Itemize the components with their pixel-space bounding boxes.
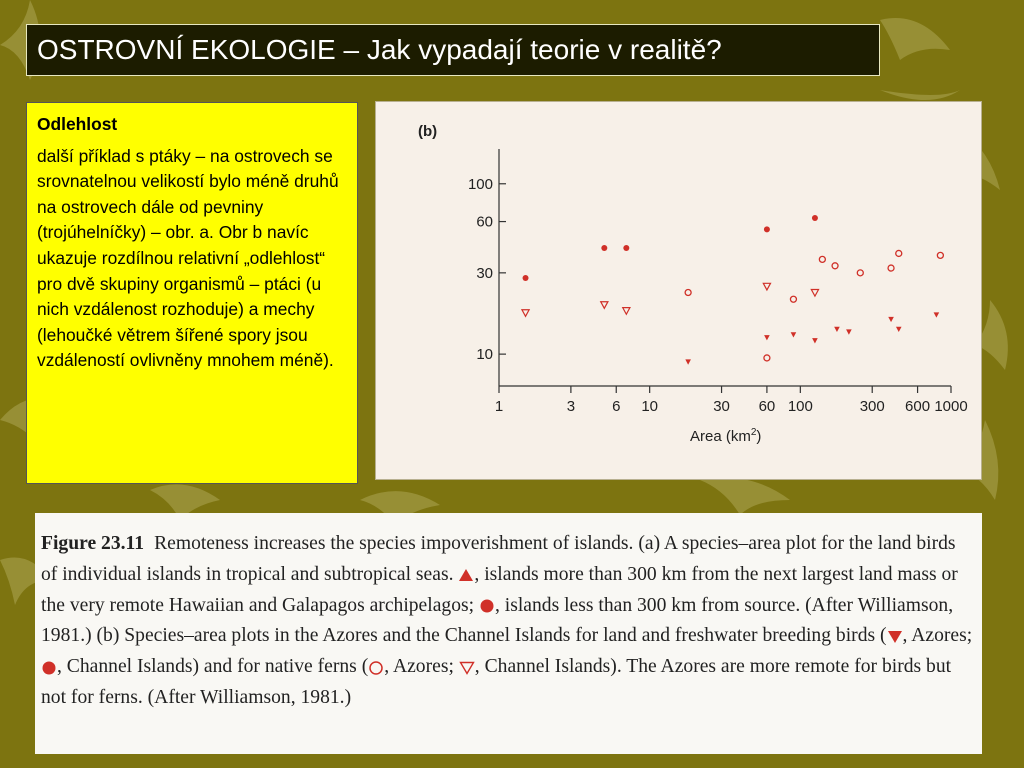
data-point-filled-circle xyxy=(623,245,629,251)
x-axis-label xyxy=(690,427,761,445)
x-axis-label-superscript: 2 xyxy=(750,427,757,438)
filled-triangle-legend-icon xyxy=(458,568,474,582)
filled-circle-legend-icon xyxy=(479,598,495,614)
data-point-open-circle xyxy=(790,296,796,302)
x-tick-label: 60 xyxy=(758,398,776,415)
data-point-open-triangle xyxy=(811,290,818,297)
data-point-filled-triangle xyxy=(685,359,691,364)
y-tick-label: 100 xyxy=(467,175,493,193)
x-tick-label: 6 xyxy=(612,398,621,415)
data-point-filled-triangle xyxy=(764,335,770,340)
x-tick-label: 1000 xyxy=(934,398,968,415)
data-point-filled-circle xyxy=(601,245,607,251)
data-point-open-circle xyxy=(819,256,825,262)
data-point-filled-triangle xyxy=(896,327,902,332)
data-point-filled-triangle xyxy=(846,329,852,334)
data-point-filled-circle xyxy=(812,215,818,221)
data-point-open-triangle xyxy=(623,308,630,315)
data-point-open-circle xyxy=(896,250,902,256)
caption-part-circle: , islands less than 300 km from source. (After Williamson, 1981.) (b) Species–area plots in the Azores and the Channel Islands for land and freshwater breeding birds ( xyxy=(41,594,954,647)
data-point-open-triangle xyxy=(763,283,770,290)
data-point-open-triangle xyxy=(522,310,529,317)
data-point-filled-circle xyxy=(523,275,529,281)
figure-caption xyxy=(35,513,982,754)
data-point-open-triangle xyxy=(601,302,608,309)
x-tick-label: 100 xyxy=(787,398,813,415)
filled-inverted-triangle-legend-icon xyxy=(887,630,903,644)
data-point-open-circle xyxy=(832,263,838,269)
caption-part-triangle: , islands more than 300 km from the next largest land mass or the very remote Hawaiian and Galapagos archipelagos; xyxy=(41,563,958,616)
caption-part-azores-1: , Azores; xyxy=(902,625,973,647)
data-point-filled-triangle xyxy=(791,332,797,337)
caption-part-end: , Channel Islands). The Azores are more remote for birds but not for ferns. (After Williamson, 1981.) xyxy=(41,656,952,708)
caption-sentence-1: Remoteness increases the species impoverishment of islands. (a) A species–area plot for the land birds of individual islands in tropical and subtropical seas. xyxy=(41,533,956,585)
x-tick-label: 1 xyxy=(494,398,504,415)
text-panel-body: další příklad s ptáky – na ostrovech se srovnatelnou velikostí bylo méně druhů na ostrovech dále od pevniny (trojúhelníčky) – obr. a. Obr b navíc ukazuje rozdílnou relativní „odlehlost“ pro dvě skupiny organismů – ptáci (u nich vzdálenost rozhoduje) a mechy (lehoučké větrem šířené spory jsou vzdáleností ovlivněny mnohem méně). xyxy=(37,145,339,371)
data-point-open-circle xyxy=(764,355,770,361)
data-point-filled-triangle xyxy=(888,317,894,322)
text-panel xyxy=(26,102,358,484)
y-tick-label: 30 xyxy=(476,264,493,282)
data-point-open-circle xyxy=(857,270,863,276)
open-circle-legend-icon xyxy=(368,660,384,676)
data-point-open-circle xyxy=(937,252,943,258)
x-tick-label: 600 xyxy=(905,398,931,415)
open-inverted-triangle-legend-icon xyxy=(459,661,475,675)
text-panel-heading: Odlehlost xyxy=(37,114,118,134)
y-tick-label: 60 xyxy=(476,213,493,231)
y-tick-label: 10 xyxy=(476,346,493,364)
caption-part-channel-1: , Channel Islands) and for native ferns ( xyxy=(57,656,369,678)
chart-panel xyxy=(375,101,982,480)
species-area-scatter-chart xyxy=(376,102,983,481)
data-point-open-circle xyxy=(685,290,691,296)
data-point-filled-triangle xyxy=(934,312,940,317)
x-tick-label: 3 xyxy=(566,398,576,415)
filled-circle-legend-icon xyxy=(41,660,57,676)
data-point-filled-circle xyxy=(764,226,770,232)
data-point-filled-triangle xyxy=(834,327,840,332)
chart-panel-label: (b) xyxy=(418,123,438,140)
x-axis-label-text: Area (km xyxy=(690,428,751,445)
x-tick-label: 10 xyxy=(641,398,659,415)
caption-part-azores-2: , Azores; xyxy=(384,656,454,678)
figure-label: Figure 23.11 xyxy=(41,533,145,554)
data-point-filled-triangle xyxy=(812,338,818,343)
data-point-open-circle xyxy=(888,265,894,271)
x-tick-label: 300 xyxy=(859,398,885,415)
x-axis-label-close: ) xyxy=(756,428,762,445)
slide-title: OSTROVNÍ EKOLOGIE – Jak vypadají teorie v realitě? xyxy=(26,24,880,76)
x-tick-label: 30 xyxy=(713,398,730,415)
